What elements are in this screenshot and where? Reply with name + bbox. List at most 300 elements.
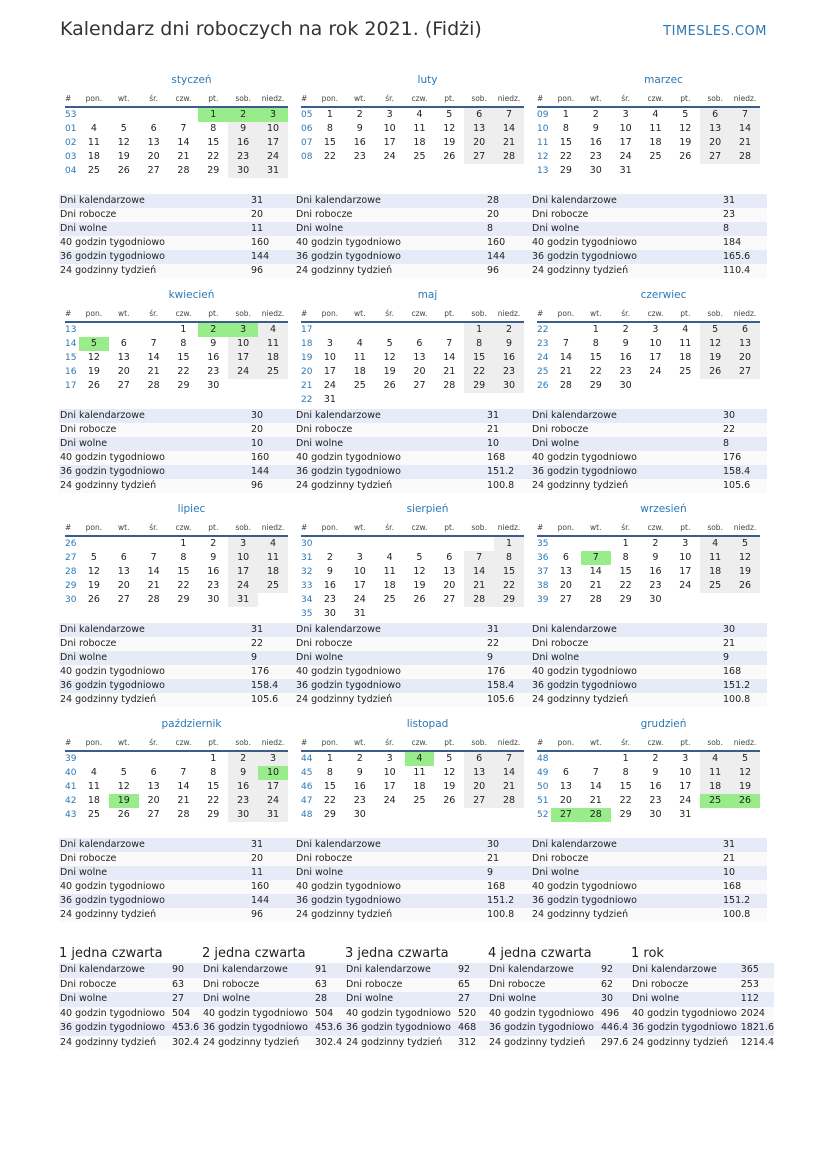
stat-row xyxy=(531,409,767,423)
stat-value: 168 xyxy=(722,665,767,679)
stat-row xyxy=(202,1007,345,1022)
day-cell xyxy=(700,379,730,393)
day-cell: 6 xyxy=(562,552,569,563)
day-cell: 19 xyxy=(413,580,426,591)
month-name: listopad xyxy=(406,718,449,730)
day-cell: 20 xyxy=(147,151,160,162)
week-row xyxy=(537,107,760,122)
weekday-header: pon. xyxy=(551,734,581,751)
day-cell: 12 xyxy=(443,123,456,134)
stat-row xyxy=(295,423,531,437)
stat-label: Dni robocze xyxy=(295,208,486,222)
stat-value: 453.6 xyxy=(171,1021,202,1036)
day-cell: 11 xyxy=(353,352,366,363)
stat-value: 30 xyxy=(250,409,295,423)
weekday-header: # xyxy=(537,734,551,751)
week-number: 25 xyxy=(537,367,549,377)
day-cell: 19 xyxy=(679,137,692,148)
day-cell: 12 xyxy=(87,352,100,363)
week-row xyxy=(301,794,524,808)
day-cell: 29 xyxy=(177,594,190,605)
day-cell: 15 xyxy=(323,781,336,792)
stat-row xyxy=(631,992,774,1007)
day-cell: 9 xyxy=(356,767,363,778)
day-cell: 17 xyxy=(383,781,396,792)
day-cell: 7 xyxy=(494,107,524,122)
weekday-header: # xyxy=(537,305,551,322)
stat-label: Dni wolne xyxy=(531,222,722,236)
stat-label: 40 godzin tygodniowo xyxy=(295,880,486,894)
stat-value: 105.6 xyxy=(250,693,295,707)
stat-row xyxy=(531,679,767,693)
stat-value: 11 xyxy=(250,866,295,880)
day-cell: 29 xyxy=(323,809,336,820)
day-cell: 15 xyxy=(619,781,632,792)
day-cell: 8 xyxy=(464,337,494,351)
day-cell: 30 xyxy=(228,164,258,178)
day-cell: 31 xyxy=(228,593,258,607)
day-cell: 11 xyxy=(700,551,730,565)
stat-value: 23 xyxy=(722,208,767,222)
stat-value: 31 xyxy=(250,838,295,852)
stat-label: 40 godzin tygodniowo xyxy=(59,236,250,250)
day-cell: 11 xyxy=(258,337,288,351)
day-cell: 22 xyxy=(494,579,524,593)
day-cell: 11 xyxy=(649,123,662,134)
week-number: 36 xyxy=(537,553,549,563)
weekday-header: pt. xyxy=(670,519,700,536)
day-cell: 27 xyxy=(117,594,130,605)
day-cell: 12 xyxy=(87,566,100,577)
day-cell: 4 xyxy=(652,109,659,120)
day-cell: 11 xyxy=(87,137,100,148)
day-cell: 29 xyxy=(619,594,632,605)
day-cell: 2 xyxy=(326,552,333,563)
brand-link[interactable]: TIMESLES.COM xyxy=(663,24,767,39)
week-row xyxy=(301,565,524,579)
stat-value: 453.6 xyxy=(314,1021,345,1036)
quarter-stats xyxy=(631,963,774,1050)
day-cell: 26 xyxy=(700,365,730,379)
stat-value: 96 xyxy=(250,479,295,493)
weekday-header: # xyxy=(65,519,79,536)
day-cell: 5 xyxy=(120,767,127,778)
stat-label: Dni wolne xyxy=(295,437,486,451)
stat-row xyxy=(488,963,631,978)
day-cell: 31 xyxy=(679,809,692,820)
quarter-block xyxy=(202,945,345,1050)
weekday-header: śr. xyxy=(139,305,169,322)
day-cell: 26 xyxy=(87,594,100,605)
stat-row xyxy=(202,1021,345,1036)
stat-row xyxy=(202,978,345,993)
day-cell: 19 xyxy=(443,137,456,148)
day-cell: 20 xyxy=(117,366,130,377)
stat-label: 40 godzin tygodniowo xyxy=(488,1007,600,1022)
day-cell: 20 xyxy=(147,795,160,806)
day-cell: 3 xyxy=(356,552,363,563)
stat-row xyxy=(295,866,531,880)
stat-row xyxy=(59,693,295,707)
stat-value: 100.8 xyxy=(722,693,767,707)
stat-row xyxy=(59,651,295,665)
day-cell: 27 xyxy=(464,794,494,808)
week-row xyxy=(65,579,288,593)
day-cell: 12 xyxy=(383,352,396,363)
stat-value: 31 xyxy=(486,409,531,423)
stat-label: 36 godzin tygodniowo xyxy=(531,679,722,693)
week-row xyxy=(537,365,760,379)
day-cell: 23 xyxy=(589,151,602,162)
stat-label: 24 godzinny tydzień xyxy=(59,693,250,707)
stat-value: 21 xyxy=(486,423,531,437)
day-cell xyxy=(405,393,435,407)
day-cell: 11 xyxy=(413,123,426,134)
day-cell: 8 xyxy=(180,552,187,563)
day-cell: 26 xyxy=(117,165,130,176)
stat-value: 28 xyxy=(314,992,345,1007)
day-cell: 17 xyxy=(323,366,336,377)
weekday-header: # xyxy=(65,734,79,751)
stat-value: 63 xyxy=(171,978,202,993)
day-cell xyxy=(79,536,109,551)
day-cell: 25 xyxy=(258,579,288,593)
stat-label: 40 godzin tygodniowo xyxy=(59,451,250,465)
week-number: 13 xyxy=(537,166,549,176)
stat-label: 36 godzin tygodniowo xyxy=(631,1021,740,1036)
day-cell: 25 xyxy=(87,809,100,820)
calendar-table xyxy=(301,519,524,621)
weekday-header: # xyxy=(301,90,315,107)
day-cell xyxy=(345,393,375,407)
day-cell: 24 xyxy=(258,794,288,808)
day-cell: 27 xyxy=(464,150,494,164)
day-cell: 27 xyxy=(700,150,730,164)
day-cell: 12 xyxy=(730,551,760,565)
day-cell: 8 xyxy=(210,123,217,134)
day-cell xyxy=(551,322,581,337)
week-number: 22 xyxy=(537,325,549,335)
stat-label: Dni wolne xyxy=(295,866,486,880)
stat-value: 22 xyxy=(722,423,767,437)
stat-value: 160 xyxy=(250,236,295,250)
stat-label: 36 godzin tygodniowo xyxy=(59,894,250,908)
day-cell xyxy=(434,322,464,337)
week-number: 28 xyxy=(65,567,77,577)
day-cell: 21 xyxy=(147,366,160,377)
weekday-header: sob. xyxy=(464,734,494,751)
day-cell: 5 xyxy=(386,338,393,349)
day-cell: 10 xyxy=(228,551,258,565)
day-cell: 30 xyxy=(649,594,662,605)
day-cell xyxy=(375,808,405,822)
weekday-header: wt. xyxy=(109,90,139,107)
stat-label: 24 godzinny tydzień xyxy=(59,479,250,493)
weekday-header: sob. xyxy=(464,519,494,536)
stat-row xyxy=(59,250,295,264)
day-cell: 19 xyxy=(87,366,100,377)
day-cell: 10 xyxy=(353,566,366,577)
week-row xyxy=(65,107,288,122)
stat-row xyxy=(59,264,295,278)
stat-label: Dni kalendarzowe xyxy=(295,623,486,637)
day-cell: 28 xyxy=(177,809,190,820)
stat-label: Dni robocze xyxy=(59,978,171,993)
day-cell: 30 xyxy=(494,379,524,393)
stat-label: Dni robocze xyxy=(59,423,250,437)
day-cell: 5 xyxy=(79,337,109,351)
stat-row xyxy=(488,992,631,1007)
stat-row xyxy=(295,852,531,866)
stat-value: 9 xyxy=(486,866,531,880)
day-cell: 26 xyxy=(413,594,426,605)
day-cell: 27 xyxy=(413,380,426,391)
day-cell: 20 xyxy=(464,136,494,150)
day-cell: 23 xyxy=(228,794,258,808)
stat-value: 1821.6 xyxy=(740,1021,774,1036)
day-cell xyxy=(79,322,109,337)
day-cell: 23 xyxy=(353,795,366,806)
day-cell: 2 xyxy=(228,107,258,122)
day-cell: 22 xyxy=(619,795,632,806)
weekday-header: pt. xyxy=(198,519,228,536)
day-cell: 16 xyxy=(228,780,258,794)
weekday-header: wt. xyxy=(581,90,611,107)
day-cell: 24 xyxy=(619,151,632,162)
day-cell: 6 xyxy=(446,552,453,563)
day-cell: 6 xyxy=(464,107,494,122)
stat-value: 8 xyxy=(722,222,767,236)
day-cell: 21 xyxy=(494,780,524,794)
week-number: 17 xyxy=(301,325,313,335)
quarter-title: 4 jedna czwarta xyxy=(488,946,592,961)
stat-row xyxy=(59,465,295,479)
weekday-header: niedz. xyxy=(258,90,288,107)
weekday-header: pt. xyxy=(670,90,700,107)
day-cell: 6 xyxy=(562,767,569,778)
day-cell xyxy=(581,751,611,766)
day-cell: 5 xyxy=(730,536,760,551)
stat-value: 176 xyxy=(250,665,295,679)
day-cell: 2 xyxy=(356,109,363,120)
day-cell: 12 xyxy=(413,566,426,577)
week-number: 24 xyxy=(537,353,549,363)
day-cell: 16 xyxy=(228,136,258,150)
day-cell: 13 xyxy=(147,781,160,792)
day-cell: 15 xyxy=(589,352,602,363)
day-cell xyxy=(79,751,109,766)
stat-value: 144 xyxy=(250,465,295,479)
day-cell: 23 xyxy=(323,594,336,605)
day-cell: 5 xyxy=(700,322,730,337)
day-cell: 15 xyxy=(464,351,494,365)
day-cell: 19 xyxy=(700,351,730,365)
day-cell: 5 xyxy=(90,552,97,563)
stat-label: Dni wolne xyxy=(59,437,250,451)
day-cell: 30 xyxy=(207,594,220,605)
day-cell: 26 xyxy=(730,794,760,808)
day-cell: 30 xyxy=(649,809,662,820)
stat-label: 24 godzinny tydzień xyxy=(531,908,722,922)
week-number: 12 xyxy=(537,152,549,162)
day-cell: 28 xyxy=(443,380,456,391)
week-number: 49 xyxy=(537,768,549,778)
stat-row xyxy=(295,437,531,451)
day-cell xyxy=(730,164,760,178)
day-cell: 6 xyxy=(416,338,423,349)
stat-row xyxy=(531,908,767,922)
stat-row xyxy=(531,465,767,479)
stat-row xyxy=(631,1036,774,1051)
day-cell xyxy=(139,107,169,122)
day-cell: 27 xyxy=(730,365,760,379)
stat-row xyxy=(59,479,295,493)
stat-value: 165.6 xyxy=(722,250,767,264)
stat-label: Dni kalendarzowe xyxy=(295,409,486,423)
stat-value: 11 xyxy=(250,222,295,236)
day-cell: 23 xyxy=(207,580,220,591)
day-cell: 9 xyxy=(356,123,363,134)
stat-value: 10 xyxy=(722,866,767,880)
stat-row xyxy=(295,894,531,908)
weekday-header: czw. xyxy=(169,305,199,322)
day-cell: 9 xyxy=(592,123,599,134)
stat-row xyxy=(295,222,531,236)
stat-row xyxy=(295,693,531,707)
stat-row xyxy=(531,479,767,493)
stat-label: Dni wolne xyxy=(345,992,457,1007)
stat-value: 62 xyxy=(600,978,631,993)
stat-label: 40 godzin tygodniowo xyxy=(531,236,722,250)
stat-value: 176 xyxy=(722,451,767,465)
day-cell xyxy=(315,536,345,551)
day-cell xyxy=(109,107,139,122)
week-row xyxy=(301,337,524,351)
day-cell: 8 xyxy=(210,767,217,778)
day-cell: 3 xyxy=(682,753,689,764)
day-cell: 1 xyxy=(198,107,228,122)
day-cell: 25 xyxy=(353,380,366,391)
stat-label: 40 godzin tygodniowo xyxy=(202,1007,314,1022)
stat-label: 40 godzin tygodniowo xyxy=(295,451,486,465)
stat-row xyxy=(59,623,295,637)
day-cell: 15 xyxy=(494,565,524,579)
day-cell xyxy=(551,536,581,551)
stat-label: Dni robocze xyxy=(59,208,250,222)
day-cell: 21 xyxy=(177,795,190,806)
weekday-header: pt. xyxy=(670,305,700,322)
day-cell: 4 xyxy=(90,123,97,134)
day-cell: 3 xyxy=(682,538,689,549)
day-cell xyxy=(700,593,730,607)
day-cell: 2 xyxy=(228,751,258,766)
stat-row xyxy=(295,637,531,651)
week-number: 26 xyxy=(537,381,549,391)
stat-row xyxy=(531,250,767,264)
week-number: 37 xyxy=(537,567,549,577)
day-cell xyxy=(405,322,435,337)
day-cell: 9 xyxy=(494,337,524,351)
weekday-header: pon. xyxy=(551,519,581,536)
stat-label: Dni robocze xyxy=(59,637,250,651)
day-cell: 26 xyxy=(730,579,760,593)
day-cell: 30 xyxy=(323,608,336,619)
day-cell: 27 xyxy=(117,380,130,391)
day-cell: 30 xyxy=(228,808,258,822)
quarter-stats xyxy=(202,963,345,1050)
stat-label: 40 godzin tygodniowo xyxy=(531,880,722,894)
day-cell: 17 xyxy=(258,136,288,150)
day-cell xyxy=(345,322,375,337)
day-cell: 5 xyxy=(446,109,453,120)
stat-label: Dni robocze xyxy=(59,852,250,866)
stat-row xyxy=(202,992,345,1007)
day-cell: 16 xyxy=(323,580,336,591)
week-number: 46 xyxy=(301,782,313,792)
stat-row xyxy=(59,992,202,1007)
weekday-header: czw. xyxy=(641,519,671,536)
day-cell xyxy=(494,607,524,621)
day-cell: 29 xyxy=(589,380,602,391)
stat-label: 24 godzinny tydzień xyxy=(59,264,250,278)
day-cell: 13 xyxy=(117,566,130,577)
day-cell: 28 xyxy=(730,150,760,164)
day-cell: 16 xyxy=(494,351,524,365)
stat-value: 302.4 xyxy=(171,1036,202,1051)
day-cell xyxy=(670,164,700,178)
stat-row xyxy=(488,978,631,993)
week-row xyxy=(65,365,288,379)
month-name: kwiecień xyxy=(168,289,215,301)
week-number: 07 xyxy=(301,138,313,148)
day-cell: 23 xyxy=(649,795,662,806)
day-cell: 5 xyxy=(120,123,127,134)
day-cell: 7 xyxy=(592,767,599,778)
day-cell: 13 xyxy=(559,781,572,792)
day-cell: 18 xyxy=(413,137,426,148)
day-cell: 1 xyxy=(326,753,333,764)
day-cell: 6 xyxy=(150,123,157,134)
day-cell: 22 xyxy=(323,795,336,806)
day-cell: 24 xyxy=(383,151,396,162)
stat-row xyxy=(295,264,531,278)
day-cell xyxy=(345,536,375,551)
week-number: 26 xyxy=(65,539,77,549)
weekday-header: pon. xyxy=(551,305,581,322)
stat-row xyxy=(202,963,345,978)
stat-label: 36 godzin tygodniowo xyxy=(59,1021,171,1036)
day-cell: 9 xyxy=(228,766,258,780)
stat-row xyxy=(631,1007,774,1022)
quarter-title: 3 jedna czwarta xyxy=(345,946,449,961)
stat-value: 1214.4 xyxy=(740,1036,774,1051)
week-row xyxy=(301,766,524,780)
stat-label: 36 godzin tygodniowo xyxy=(488,1021,600,1036)
weekday-header: sob. xyxy=(700,90,730,107)
weekday-header: # xyxy=(65,90,79,107)
day-cell: 16 xyxy=(207,566,220,577)
day-cell: 16 xyxy=(207,352,220,363)
stat-row xyxy=(488,1036,631,1051)
day-cell: 17 xyxy=(649,352,662,363)
stat-row xyxy=(531,194,767,208)
day-cell: 21 xyxy=(177,151,190,162)
stat-value: 9 xyxy=(486,651,531,665)
day-cell: 18 xyxy=(353,366,366,377)
day-cell xyxy=(730,379,760,393)
day-cell: 20 xyxy=(464,780,494,794)
day-cell: 25 xyxy=(700,579,730,593)
